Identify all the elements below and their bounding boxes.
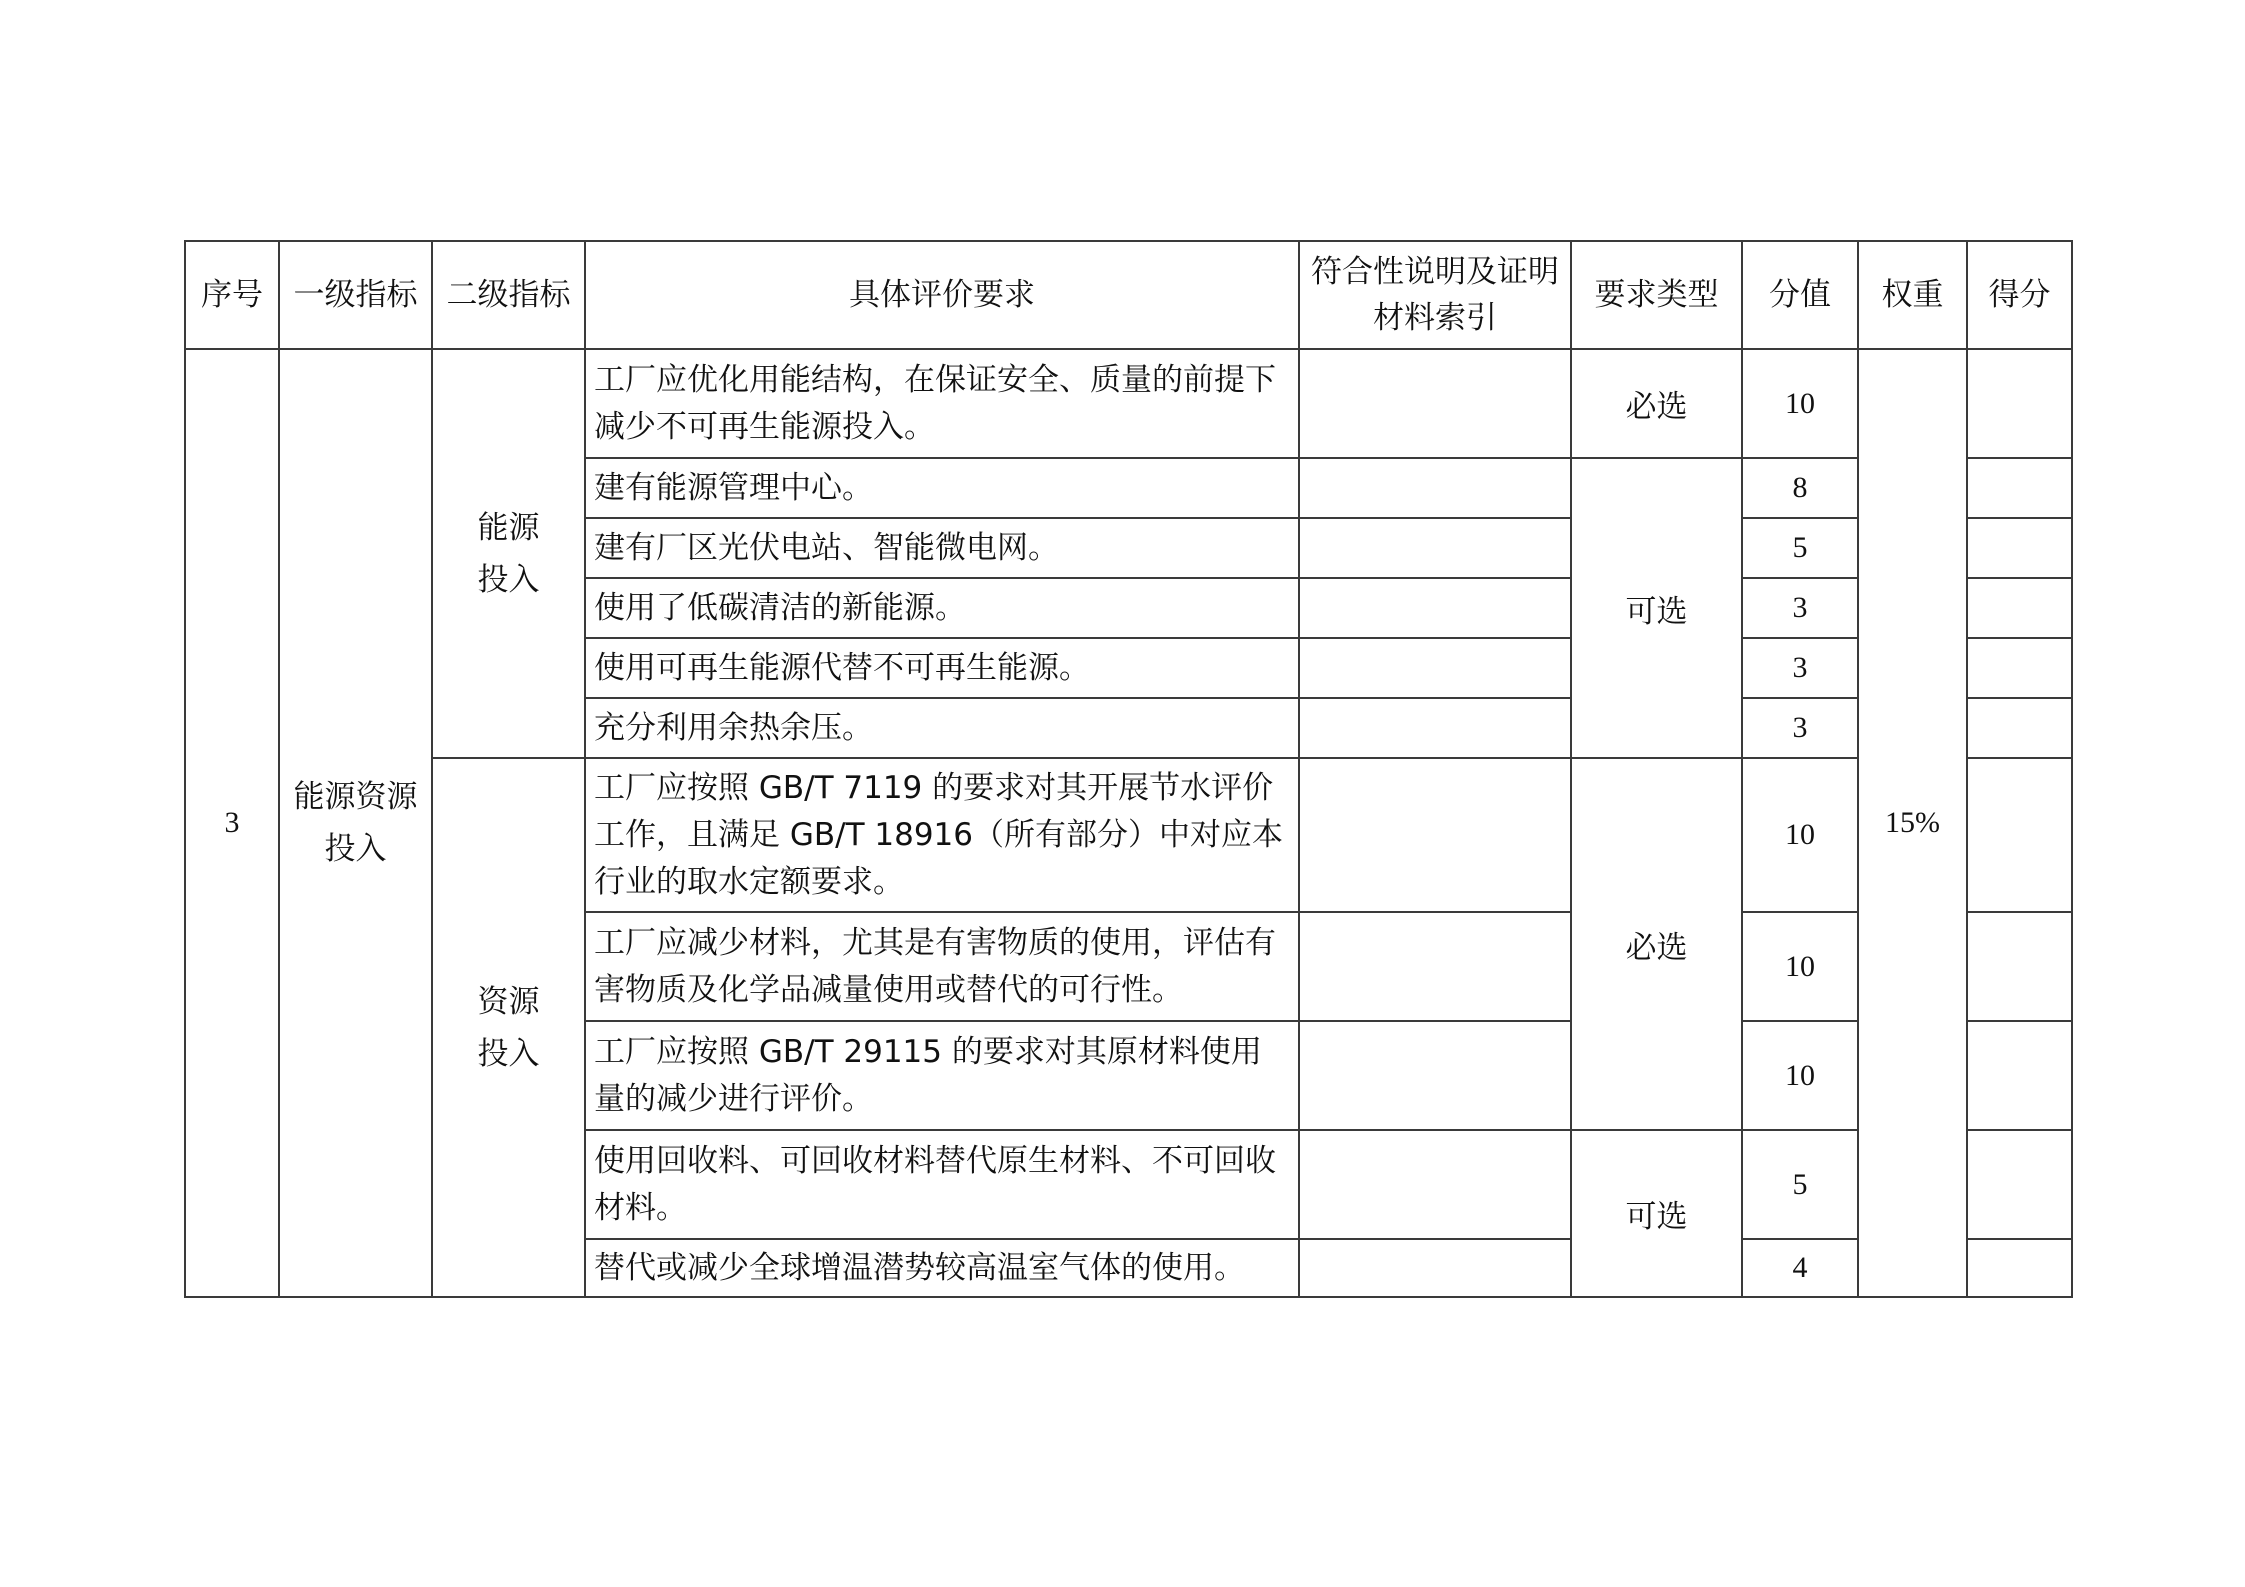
score-cell: 4 xyxy=(1742,1239,1858,1297)
evidence-cell[interactable] xyxy=(1299,758,1571,912)
weight-cell: 15% xyxy=(1858,349,1967,1297)
requirement-cell: 替代或减少全球增温潜势较高温室气体的使用。 xyxy=(585,1239,1299,1297)
requirement-cell: 工厂应优化用能结构，在保证安全、质量的前提下减少不可再生能源投入。 xyxy=(585,349,1299,458)
evidence-cell[interactable] xyxy=(1299,1130,1571,1239)
score-cell: 10 xyxy=(1742,758,1858,912)
score-cell: 3 xyxy=(1742,638,1858,698)
score-cell: 3 xyxy=(1742,578,1858,638)
evidence-cell[interactable] xyxy=(1299,638,1571,698)
evidence-cell[interactable] xyxy=(1299,518,1571,578)
score-cell: 5 xyxy=(1742,518,1858,578)
score-cell: 8 xyxy=(1742,458,1858,518)
req-type-cell: 必选 xyxy=(1571,758,1742,1130)
req-type-cell: 可选 xyxy=(1571,458,1742,758)
table-row xyxy=(185,349,2072,458)
evidence-cell[interactable] xyxy=(1299,1239,1571,1297)
got-cell[interactable] xyxy=(1967,758,2072,912)
header-weight: 权重 xyxy=(1858,241,1967,349)
score-cell: 3 xyxy=(1742,698,1858,758)
requirement-cell: 工厂应按照 GB/T 29115 的要求对其原材料使用量的减少进行评价。 xyxy=(585,1021,1299,1130)
header-got: 得分 xyxy=(1967,241,2072,349)
evidence-cell[interactable] xyxy=(1299,578,1571,638)
got-cell[interactable] xyxy=(1967,458,2072,518)
level2-cell-energy: 能源投入 xyxy=(432,349,585,758)
evidence-cell[interactable] xyxy=(1299,698,1571,758)
evidence-cell[interactable] xyxy=(1299,349,1571,458)
evaluation-table xyxy=(184,240,2073,1298)
got-cell[interactable] xyxy=(1967,1130,2072,1239)
evidence-cell[interactable] xyxy=(1299,1021,1571,1130)
requirement-cell: 充分利用余热余压。 xyxy=(585,698,1299,758)
header-level2: 二级指标 xyxy=(432,241,585,349)
requirement-cell: 建有能源管理中心。 xyxy=(585,458,1299,518)
requirement-cell: 使用可再生能源代替不可再生能源。 xyxy=(585,638,1299,698)
requirement-cell: 建有厂区光伏电站、智能微电网。 xyxy=(585,518,1299,578)
table-row xyxy=(185,758,2072,912)
score-cell: 10 xyxy=(1742,1021,1858,1130)
got-cell[interactable] xyxy=(1967,638,2072,698)
header-level1: 一级指标 xyxy=(279,241,432,349)
got-cell[interactable] xyxy=(1967,912,2072,1021)
score-cell: 5 xyxy=(1742,1130,1858,1239)
got-cell[interactable] xyxy=(1967,578,2072,638)
requirement-cell: 工厂应减少材料，尤其是有害物质的使用，评估有害物质及化学品减量使用或替代的可行性。 xyxy=(585,912,1299,1021)
header-score: 分值 xyxy=(1742,241,1858,349)
level1-cell: 能源资源投入 xyxy=(279,349,432,1297)
got-cell[interactable] xyxy=(1967,518,2072,578)
requirement-cell: 工厂应按照 GB/T 7119 的要求对其开展节水评价工作，且满足 GB/T 18916（所有部分）中对应本行业的取水定额要求。 xyxy=(585,758,1299,912)
header-evidence: 符合性说明及证明材料索引 xyxy=(1299,241,1571,349)
got-cell[interactable] xyxy=(1967,1021,2072,1130)
got-cell[interactable] xyxy=(1967,349,2072,458)
header-seq: 序号 xyxy=(185,241,279,349)
seq-cell: 3 xyxy=(185,349,279,1297)
got-cell[interactable] xyxy=(1967,1239,2072,1297)
evidence-cell[interactable] xyxy=(1299,458,1571,518)
evidence-cell[interactable] xyxy=(1299,912,1571,1021)
req-type-cell: 必选 xyxy=(1571,349,1742,458)
got-cell[interactable] xyxy=(1967,698,2072,758)
header-row xyxy=(185,241,2072,349)
requirement-cell: 使用了低碳清洁的新能源。 xyxy=(585,578,1299,638)
header-req-type: 要求类型 xyxy=(1571,241,1742,349)
score-cell: 10 xyxy=(1742,349,1858,458)
req-type-cell: 可选 xyxy=(1571,1130,1742,1297)
header-requirement: 具体评价要求 xyxy=(585,241,1299,349)
level2-cell-resource: 资源投入 xyxy=(432,758,585,1297)
requirement-cell: 使用回收料、可回收材料替代原生材料、不可回收材料。 xyxy=(585,1130,1299,1239)
score-cell: 10 xyxy=(1742,912,1858,1021)
